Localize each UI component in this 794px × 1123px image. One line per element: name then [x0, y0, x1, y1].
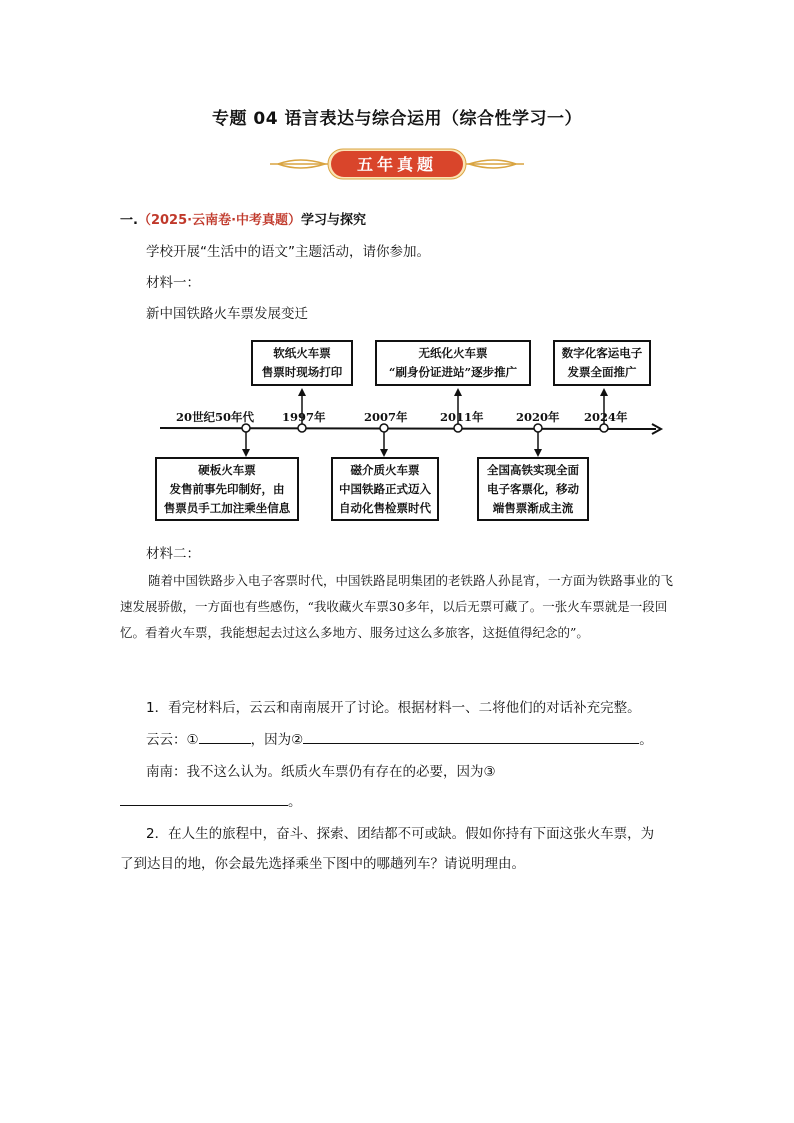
answer-blank-3[interactable] [120, 793, 288, 806]
box-line: 电子客票化，移动 [487, 482, 579, 496]
box-text-soft-paper [252, 344, 352, 382]
box-line: 售票时现场打印 [261, 365, 343, 379]
timeline-node [380, 424, 388, 432]
box-text-e-ticket [478, 461, 588, 518]
material1-label: 材料一： [146, 275, 200, 291]
sub2-stem-line1: 2．在人生的旅程中，奋斗、探索、团结都不可或缺。假如你持有下面这张火车票，为 [146, 826, 655, 842]
timeline-node [454, 424, 462, 432]
question-number: 一. [120, 213, 138, 228]
box-line: 中国铁路正式迈入 [339, 482, 431, 496]
question-source: （2025·云南卷·中考真题） [137, 213, 302, 228]
year-label: 2020年 [516, 410, 560, 424]
sub1-stem: 1．看完材料后，云云和南南展开了讨论。根据材料一、二将他们的对话补充完整。 [146, 700, 641, 716]
timeline-node [242, 424, 250, 432]
box-line: 发售前事先印制好，由 [169, 482, 285, 496]
yunyun-prefix: 云云：① [146, 732, 199, 748]
material2-passage: 随着中国铁路步入电子客票时代，中国铁路昆明集团的老铁路人孙昆宵，一方面为铁路事业的飞速发展骄傲，一方面也有些感伤，“我收藏火车票30多年，以后无票可藏了。一张火车票就是一段回忆。看着火车票，我能想起去过这么多地方、服务过这么多旅客，这挺值得纪念的”。 [120, 573, 674, 640]
sub1-nannan-blank-line [120, 790, 302, 810]
box-line: 售票员手工加注乘坐信息 [163, 501, 291, 515]
box-line: 无纸化火车票 [418, 346, 488, 360]
box-text-magnetic [332, 461, 438, 518]
box-line: 全国高铁实现全面 [487, 463, 579, 477]
box-line: 端售票渐成主流 [492, 501, 574, 515]
year-label: 2024年 [584, 410, 628, 424]
timeline-diagram [0, 0, 794, 540]
box-line: 硬板火车票 [198, 463, 256, 477]
timeline-node [298, 424, 306, 432]
question-topic: 学习与探究 [301, 213, 367, 228]
page-title: 专题 04 语言表达与综合运用（综合性学习一） [212, 109, 582, 129]
box-line: 自动化售检票时代 [339, 501, 431, 515]
intro-text: 学校开展“生活中的语文”主题活动，请你参加。 [146, 244, 430, 260]
banner-five-year-exams: 五年真题 [356, 155, 437, 174]
year-label: 2011年 [440, 410, 484, 424]
box-line: 数字化客运电子 [561, 346, 643, 360]
year-label: 20世纪50年代 [176, 410, 255, 424]
nannan-end: 。 [288, 794, 302, 810]
sub1-nannan-line: 南南：我不这么认为。纸质火车票仍有存在的必要，因为③ [146, 764, 496, 780]
box-text-digital [554, 344, 650, 382]
year-label: 1997年 [282, 410, 326, 424]
yunyun-because: ，因为② [250, 732, 304, 748]
box-line: 发票全面推广 [567, 365, 637, 379]
material1-title: 新中国铁路火车票发展变迁 [146, 306, 308, 322]
timeline-node [534, 424, 542, 432]
answer-blank-2[interactable] [303, 731, 639, 744]
yunyun-end: 。 [639, 732, 653, 748]
answer-blank-1[interactable] [199, 731, 251, 744]
box-line: “刷身份证进站”逐步推广 [388, 365, 518, 379]
material2-label: 材料二： [146, 546, 200, 562]
box-line: 磁介质火车票 [350, 463, 420, 477]
sub1-yunyun-line [146, 728, 653, 748]
timeline-axis [160, 428, 656, 429]
box-line: 软纸火车票 [273, 346, 331, 360]
box-text-paperless [376, 344, 530, 382]
timeline-node [600, 424, 608, 432]
box-text-hard-board [156, 461, 298, 518]
year-label: 2007年 [364, 410, 408, 424]
sub2-stem-line2: 了到达目的地，你会最先选择乘坐下图中的哪趟列车？请说明理由。 [120, 856, 525, 872]
